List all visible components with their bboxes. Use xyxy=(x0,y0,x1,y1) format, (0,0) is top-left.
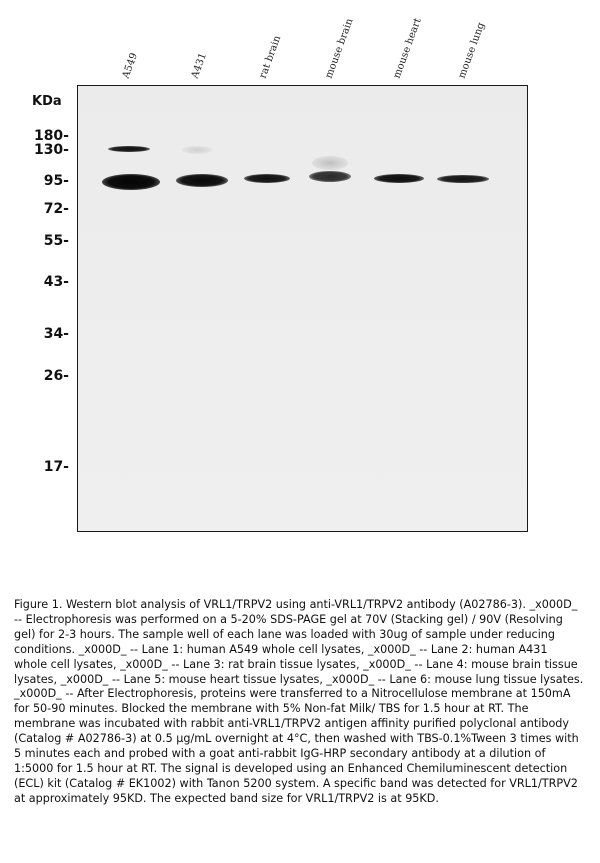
band-lane-2-main xyxy=(176,174,228,187)
band-lane-1-main xyxy=(102,174,160,190)
marker-17: 17- xyxy=(43,459,69,475)
band-lane-4-smear xyxy=(312,156,348,170)
marker-72: 72- xyxy=(43,201,69,217)
marker-55: 55- xyxy=(43,233,69,249)
kda-unit-label: KDa xyxy=(32,94,62,109)
lane-label-mouse-lung: mouse lung xyxy=(456,21,488,80)
band-lane-1-upper xyxy=(108,146,150,152)
band-lane-6-main xyxy=(437,175,489,183)
band-lane-4-main xyxy=(309,171,351,182)
lane-label-rat-brain: rat brain xyxy=(257,34,284,80)
band-lane-3-main xyxy=(244,174,290,183)
figure-caption: Figure 1. Western blot analysis of VRL1/TRPV2 using anti-VRL1/TRPV2 antibody (A02786-3). _x000D_ -- Electrophoresis was performed on a 5-20% SDS-PAGE gel at 70V (Stacking gel) / 90V (Resolving gel) for 2-3 hours. The sample well of each lane was loaded with 30ug of sample under reducing conditions. _x000D_ -- Lane 1: human A549 whole cell lysates, _x000D_ -- Lane 2: human A431 whole cell lysates, _x000D_ -- Lane 3: rat brain tissue lysates, _x000D_ -- Lane 4: mouse brain tissue lysates, _x000D_ -- Lane 5: mouse heart tissue lysates, _x000D_ -- Lane 6: mouse lung tissue lysates. _x000D_ -- After Electrophoresis, proteins were transferred to a Nitrocellulose membrane at 150mA for 50-90 minutes. Blocked the membrane with 5% Non-fat Milk/ TBS for 1.5 hour at RT. The membrane was incubated with rabbit anti-VRL1/TRPV2 antigen affinity purified polyclonal antibody (Catalog # A02786-3) at 0.5 μg/mL overnight at 4°C, then washed with TBS-0.1%Tween 3 times with 5 minutes each and probed with a goat anti-rabbit IgG-HRP secondary antibody at a dilution of 1:5000 for 1.5 hour at RT. The signal is developed using an Enhanced Chemiluminescent detection (ECL) kit (Catalog # EK1002) with Tanon 5200 system. A specific band was detected for VRL1/TRPV2 at approximately 95KD. The expected band size for VRL1/TRPV2 is at 95KD. xyxy=(14,598,584,805)
marker-26: 26- xyxy=(43,368,69,384)
marker-34: 34- xyxy=(43,326,69,342)
lane-label-mouse-brain: mouse brain xyxy=(323,17,356,80)
lane-label-mouse-heart: mouse heart xyxy=(391,16,424,81)
marker-43: 43- xyxy=(43,274,69,290)
band-lane-5-main xyxy=(374,174,424,183)
lane-label-a431: A431 xyxy=(189,51,209,80)
blot-membrane xyxy=(77,85,528,532)
marker-130: 130- xyxy=(33,142,69,158)
lane-label-a549: A549 xyxy=(120,51,140,80)
marker-180: 180- xyxy=(33,128,69,144)
marker-95: 95- xyxy=(43,173,69,189)
band-lane-2-faint xyxy=(182,146,212,154)
